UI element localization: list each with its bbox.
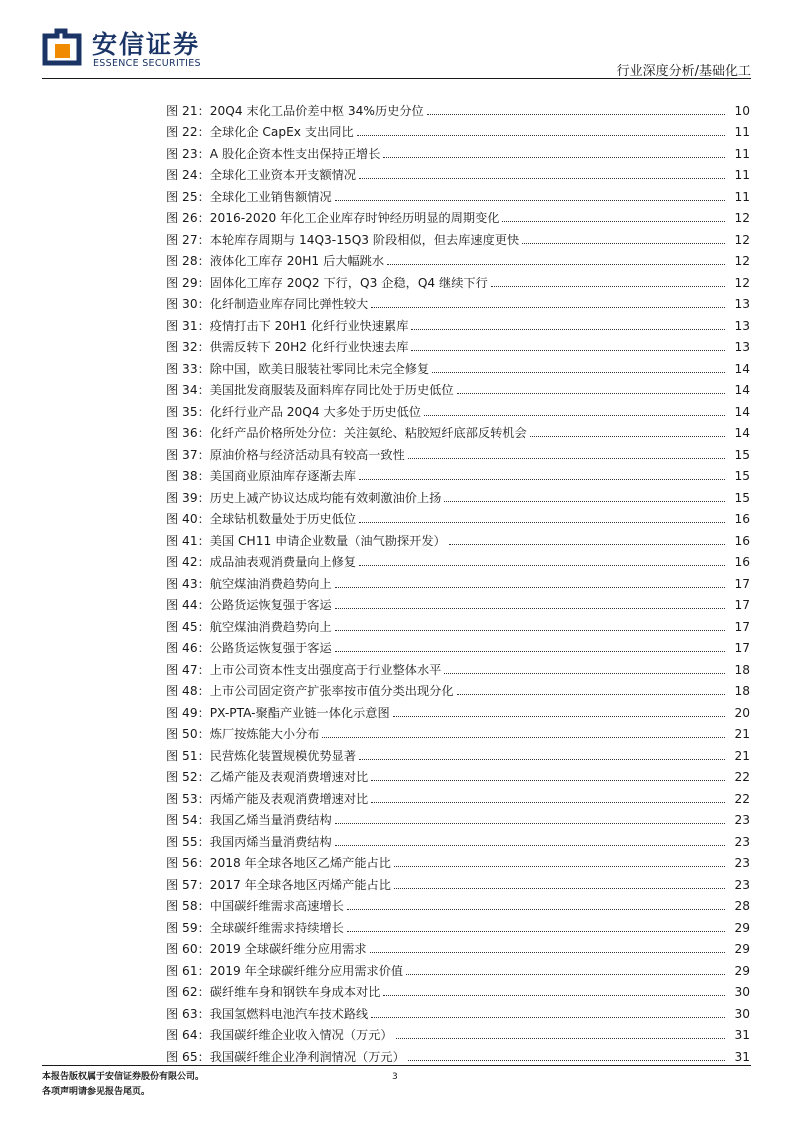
toc-entry[interactable]	[166, 764, 750, 786]
toc-figure-title: 美国商业原油库存逐渐去库	[209, 469, 357, 483]
toc-entry[interactable]	[166, 635, 750, 657]
toc-figure-label: 图 34：	[166, 383, 210, 397]
toc-figure-label: 图 46：	[166, 641, 210, 655]
toc-dot-leader	[335, 586, 725, 588]
toc-figure-label: 图 54：	[166, 813, 210, 827]
toc-entry[interactable]	[166, 742, 750, 764]
toc-figure-title: 历史上减产协议达成均能有效刺激油价上扬	[209, 490, 442, 505]
toc-figure-label: 图 31：	[166, 318, 210, 333]
toc-dot-leader	[335, 822, 725, 824]
toc-figure-label: 图 60：	[166, 942, 210, 956]
toc-entry[interactable]	[166, 1022, 750, 1044]
toc-entry[interactable]	[166, 592, 750, 614]
toc-figure-title: 本轮库存周期与 14Q3-15Q3 阶段相似，但去库速度更快	[209, 232, 520, 247]
header-divider	[42, 78, 751, 79]
toc-entry[interactable]	[166, 398, 750, 420]
toc-page-number: 16	[734, 512, 750, 526]
toc-page-number: 14	[734, 404, 750, 419]
toc-entry[interactable]	[166, 269, 750, 291]
toc-page-number: 23	[734, 834, 750, 849]
toc-entry[interactable]	[166, 850, 750, 872]
toc-figure-title: 上市公司固定资产扩张率按市值分类出现分化	[209, 684, 454, 698]
toc-dot-leader	[322, 736, 725, 738]
toc-dot-leader	[370, 951, 725, 953]
toc-page-number: 15	[734, 469, 750, 483]
toc-entry[interactable]	[166, 97, 750, 119]
toc-dot-leader	[383, 156, 725, 158]
toc-page-number: 18	[734, 662, 750, 677]
toc-page-number: 11	[734, 146, 750, 161]
toc-figure-label: 图 28：	[166, 254, 210, 268]
toc-page-number: 28	[734, 899, 750, 913]
toc-figure-label: 图 43：	[166, 576, 210, 591]
toc-figure-label: 图 35：	[166, 404, 210, 419]
toc-entry[interactable]	[166, 140, 750, 162]
toc-figure-label: 图 37：	[166, 447, 210, 462]
toc-dot-leader	[432, 371, 725, 373]
toc-figure-label: 图 25：	[166, 189, 210, 204]
toc-figure-title: 20Q4 末化工品价差中枢 34%历史分位	[209, 103, 424, 118]
copyright-notice	[42, 1070, 204, 1100]
toc-figure-label: 图 22：	[166, 125, 210, 139]
toc-entry[interactable]	[166, 721, 750, 743]
toc-entry[interactable]	[166, 656, 750, 678]
toc-figure-title: 供需反转下 20H2 化纤行业快速去库	[209, 340, 409, 354]
toc-figure-title: 2019 全球碳纤维分应用需求	[209, 942, 367, 956]
toc-figure-title: 航空煤油消费趋势向上	[209, 619, 332, 634]
toc-entry[interactable]	[166, 205, 750, 227]
toc-entry[interactable]	[166, 312, 750, 334]
toc-entry[interactable]	[166, 893, 750, 915]
toc-page-number: 30	[734, 985, 750, 999]
toc-dot-leader	[347, 930, 725, 932]
toc-figure-title: 除中国，欧美日服装社零同比未完全修复	[209, 361, 430, 376]
toc-dot-leader	[396, 1037, 725, 1039]
toc-entry[interactable]	[166, 807, 750, 829]
toc-figure-title: 航空煤油消费趋势向上	[209, 576, 332, 591]
figure-list	[166, 97, 750, 1065]
toc-entry[interactable]	[166, 334, 750, 356]
toc-figure-label: 图 29：	[166, 275, 210, 290]
toc-dot-leader	[387, 263, 725, 265]
toc-page-number: 21	[734, 727, 750, 741]
toc-page-number: 29	[734, 942, 750, 956]
toc-entry[interactable]	[166, 441, 750, 463]
toc-figure-title: 化纤行业产品 20Q4 大多处于历史低位	[209, 404, 421, 419]
toc-entry[interactable]	[166, 936, 750, 958]
toc-page-number: 14	[734, 383, 750, 397]
page-number: 3	[392, 1072, 398, 1082]
toc-entry[interactable]	[166, 1043, 750, 1065]
toc-figure-label: 图 48：	[166, 684, 210, 698]
toc-figure-label: 图 33：	[166, 361, 210, 376]
toc-dot-leader	[530, 435, 725, 437]
toc-figure-label: 图 27：	[166, 232, 210, 247]
toc-figure-title: PX-PTA-聚酯产业链一体化示意图	[209, 705, 390, 720]
toc-entry[interactable]	[166, 979, 750, 1001]
brand-name-cn: 安信证券	[92, 30, 201, 59]
toc-figure-title: 美国 CH11 申请企业数量（油气勘探开发）	[209, 533, 446, 548]
toc-figure-label: 图 41：	[166, 533, 210, 548]
toc-page-number: 17	[734, 619, 750, 634]
toc-page-number: 16	[734, 533, 750, 548]
toc-figure-title: 我国碳纤维企业净利润情况（万元）	[209, 1049, 405, 1064]
disclaimer-line: 各项声明请参见报告尾页。	[42, 1087, 151, 1097]
toc-figure-title: A 股化企资本性支出保持正增长	[209, 146, 381, 161]
toc-figure-title: 公路货运恢复强于客运	[209, 641, 332, 655]
toc-entry[interactable]	[166, 377, 750, 399]
toc-dot-leader	[491, 285, 725, 287]
toc-entry[interactable]	[166, 570, 750, 592]
toc-page-number: 31	[734, 1028, 750, 1042]
toc-dot-leader	[406, 973, 725, 975]
toc-page-number: 29	[734, 963, 750, 978]
toc-figure-title: 原油价格与经济活动具有较高一致性	[209, 447, 405, 462]
toc-dot-leader	[359, 521, 725, 523]
toc-page-number: 30	[734, 1006, 750, 1021]
toc-figure-label: 图 26：	[166, 211, 210, 225]
toc-entry[interactable]	[166, 785, 750, 807]
toc-entry[interactable]	[166, 699, 750, 721]
toc-dot-leader	[393, 715, 725, 717]
toc-entry[interactable]	[166, 957, 750, 979]
toc-page-number: 23	[734, 856, 750, 870]
toc-figure-label: 图 55：	[166, 834, 210, 849]
toc-figure-label: 图 50：	[166, 727, 210, 741]
toc-page-number: 13	[734, 340, 750, 354]
toc-page-number: 21	[734, 748, 750, 763]
toc-page-number: 31	[734, 1049, 750, 1064]
toc-entry[interactable]	[166, 248, 750, 270]
toc-entry[interactable]	[166, 527, 750, 549]
toc-entry[interactable]	[166, 506, 750, 528]
toc-figure-label: 图 40：	[166, 512, 210, 526]
toc-entry[interactable]	[166, 291, 750, 313]
toc-page-number: 17	[734, 641, 750, 655]
copyright-line: 本报告版权属于安信证券股份有限公司。	[42, 1072, 205, 1082]
toc-figure-title: 公路货运恢复强于客运	[209, 598, 332, 612]
toc-page-number: 13	[734, 318, 750, 333]
toc-dot-leader	[371, 779, 725, 781]
toc-dot-leader	[444, 672, 725, 674]
toc-figure-title: 中国碳纤维需求高速增长	[209, 899, 344, 913]
toc-figure-label: 图 63：	[166, 1006, 210, 1021]
toc-page-number: 12	[734, 232, 750, 247]
toc-dot-leader	[371, 1016, 725, 1018]
toc-dot-leader	[427, 113, 725, 115]
toc-figure-label: 图 39：	[166, 490, 210, 505]
toc-dot-leader	[522, 242, 725, 244]
toc-entry[interactable]	[166, 1000, 750, 1022]
toc-dot-leader	[444, 500, 725, 502]
toc-figure-title: 2017 年全球各地区丙烯产能占比	[209, 877, 391, 892]
toc-figure-label: 图 53：	[166, 791, 210, 806]
toc-dot-leader	[335, 607, 725, 609]
toc-page-number: 11	[734, 125, 750, 139]
toc-dot-leader	[359, 564, 725, 566]
brand-name-en: ESSENCE SECURITIES	[93, 58, 201, 69]
toc-dot-leader	[424, 414, 725, 416]
toc-page-number: 12	[734, 254, 750, 268]
footer-divider	[42, 1065, 751, 1066]
toc-figure-label: 图 52：	[166, 770, 210, 784]
toc-dot-leader	[411, 349, 725, 351]
toc-entry[interactable]	[166, 420, 750, 442]
toc-page-number: 15	[734, 447, 750, 462]
page-header	[0, 0, 793, 80]
toc-dot-leader	[335, 844, 725, 846]
toc-entry[interactable]	[166, 463, 750, 485]
toc-figure-label: 图 30：	[166, 297, 210, 311]
toc-page-number: 14	[734, 361, 750, 376]
toc-entry[interactable]	[166, 183, 750, 205]
report-category: 行业深度分析/基础化工	[616, 64, 751, 79]
toc-page-number: 12	[734, 211, 750, 225]
toc-page-number: 15	[734, 490, 750, 505]
toc-figure-label: 图 56：	[166, 856, 210, 870]
toc-page-number: 10	[734, 103, 750, 118]
toc-figure-label: 图 57：	[166, 877, 210, 892]
toc-figure-title: 丙烯产能及表观消费增速对比	[209, 791, 369, 806]
toc-figure-title: 碳纤维车身和钢铁车身成本对比	[209, 985, 381, 999]
toc-dot-leader	[457, 693, 725, 695]
toc-figure-label: 图 58：	[166, 899, 210, 913]
toc-figure-title: 化纤产品价格所处分位：关注氨纶、粘胶短纤底部反转机会	[209, 426, 527, 440]
toc-figure-title: 全球化工业销售额情况	[209, 189, 332, 204]
toc-figure-label: 图 65：	[166, 1049, 210, 1064]
toc-figure-label: 图 59：	[166, 920, 210, 935]
toc-figure-title: 我国氢燃料电池汽车技术路线	[209, 1006, 369, 1021]
toc-entry[interactable]	[166, 226, 750, 248]
toc-figure-label: 图 61：	[166, 963, 210, 978]
toc-entry[interactable]	[166, 484, 750, 506]
toc-dot-leader	[335, 629, 725, 631]
toc-entry[interactable]	[166, 914, 750, 936]
toc-dot-leader	[383, 994, 725, 996]
toc-figure-label: 图 49：	[166, 705, 210, 720]
toc-figure-title: 我国碳纤维企业收入情况（万元）	[209, 1028, 393, 1042]
toc-dot-leader	[457, 392, 725, 394]
toc-entry[interactable]	[166, 119, 750, 141]
toc-dot-leader	[449, 543, 725, 545]
toc-page-number: 17	[734, 576, 750, 591]
toc-figure-label: 图 45：	[166, 619, 210, 634]
toc-figure-title: 上市公司资本性支出强度高于行业整体水平	[209, 662, 442, 677]
toc-figure-title: 我国乙烯当量消费结构	[209, 813, 332, 827]
toc-dot-leader	[408, 1059, 725, 1061]
toc-figure-title: 固体化工库存 20Q2 下行，Q3 企稳，Q4 继续下行	[209, 275, 488, 290]
toc-figure-title: 乙烯产能及表观消费增速对比	[209, 770, 369, 784]
toc-dot-leader	[394, 865, 725, 867]
toc-page-number: 22	[734, 791, 750, 806]
toc-figure-label: 图 32：	[166, 340, 210, 354]
toc-page-number: 16	[734, 555, 750, 569]
toc-dot-leader	[371, 306, 725, 308]
toc-figure-title: 2016-2020 年化工企业库存时钟经历明显的周期变化	[209, 211, 500, 225]
toc-page-number: 22	[734, 770, 750, 784]
toc-entry[interactable]	[166, 828, 750, 850]
toc-figure-label: 图 24：	[166, 168, 210, 182]
toc-figure-title: 民营炼化装置规模优势显著	[209, 748, 357, 763]
toc-page-number: 29	[734, 920, 750, 935]
toc-figure-title: 化纤制造业库存同比弹性较大	[209, 297, 369, 311]
toc-page-number: 23	[734, 813, 750, 827]
toc-figure-label: 图 44：	[166, 598, 210, 612]
toc-figure-title: 成品油表观消费量向上修复	[209, 555, 357, 569]
toc-figure-label: 图 38：	[166, 469, 210, 483]
toc-page-number: 14	[734, 426, 750, 440]
toc-dot-leader	[359, 758, 725, 760]
toc-dot-leader	[411, 328, 725, 330]
toc-figure-title: 全球化工业资本开支额情况	[209, 168, 357, 182]
toc-figure-title: 疫情打击下 20H1 化纤行业快速累库	[209, 318, 409, 333]
toc-dot-leader	[335, 199, 725, 201]
toc-figure-title: 2019 年全球碳纤维分应用需求价值	[209, 963, 404, 978]
toc-figure-title: 全球化企 CapEx 支出同比	[209, 125, 354, 139]
toc-figure-label: 图 21：	[166, 103, 210, 118]
toc-figure-label: 图 64：	[166, 1028, 210, 1042]
toc-figure-title: 全球钻机数量处于历史低位	[209, 512, 357, 526]
toc-dot-leader	[335, 650, 725, 652]
toc-dot-leader	[359, 478, 725, 480]
toc-dot-leader	[394, 887, 725, 889]
toc-entry[interactable]	[166, 613, 750, 635]
toc-page-number: 23	[734, 877, 750, 892]
toc-figure-title: 美国批发商服装及面料库存同比处于历史低位	[209, 383, 454, 397]
toc-figure-title: 液体化工库存 20H1 后大幅跳水	[209, 254, 385, 268]
toc-entry[interactable]	[166, 549, 750, 571]
toc-figure-title: 2018 年全球各地区乙烯产能占比	[209, 856, 391, 870]
toc-dot-leader	[371, 801, 725, 803]
toc-figure-label: 图 47：	[166, 662, 210, 677]
toc-dot-leader	[502, 220, 725, 222]
toc-entry[interactable]	[166, 678, 750, 700]
toc-figure-label: 图 42：	[166, 555, 210, 569]
toc-entry[interactable]	[166, 162, 750, 184]
essence-logo-icon	[42, 26, 82, 66]
toc-figure-label: 图 62：	[166, 985, 210, 999]
toc-page-number: 20	[734, 705, 750, 720]
toc-page-number: 13	[734, 297, 750, 311]
toc-figure-label: 图 23：	[166, 146, 210, 161]
toc-page-number: 11	[734, 189, 750, 204]
toc-dot-leader	[357, 134, 725, 136]
toc-dot-leader	[347, 908, 725, 910]
toc-entry[interactable]	[166, 355, 750, 377]
toc-page-number: 17	[734, 598, 750, 612]
toc-figure-title: 炼厂按炼能大小分布	[209, 727, 320, 741]
toc-page-number: 18	[734, 684, 750, 698]
toc-figure-label: 图 36：	[166, 426, 210, 440]
toc-dot-leader	[408, 457, 725, 459]
toc-page-number: 12	[734, 275, 750, 290]
toc-figure-label: 图 51：	[166, 748, 210, 763]
toc-figure-title: 我国丙烯当量消费结构	[209, 834, 332, 849]
toc-dot-leader	[359, 177, 725, 179]
toc-figure-title: 全球碳纤维需求持续增长	[209, 920, 344, 935]
toc-entry[interactable]	[166, 871, 750, 893]
toc-page-number: 11	[734, 168, 750, 182]
